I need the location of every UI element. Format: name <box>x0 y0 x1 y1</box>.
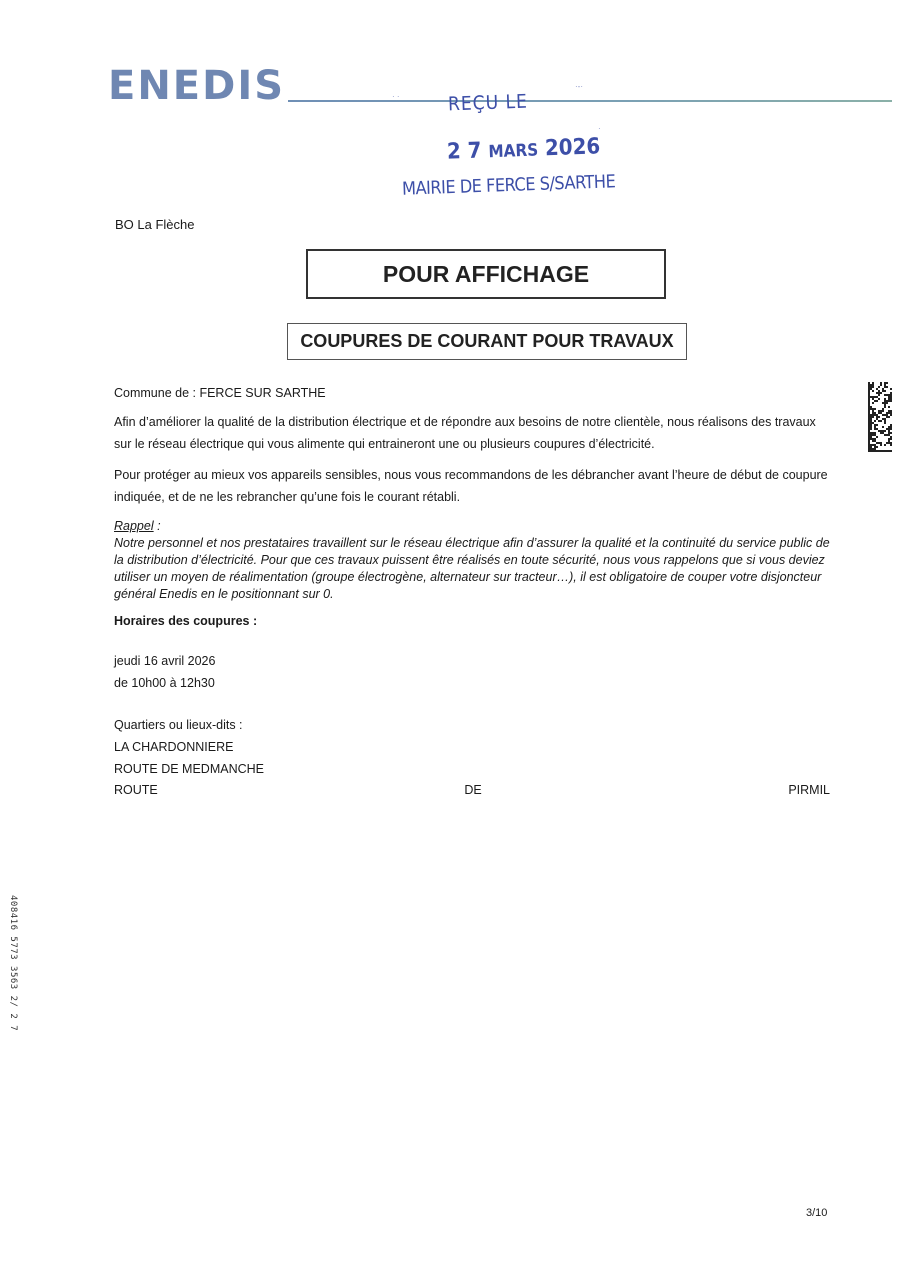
stamp-mairie: MAIRIE DE FERCE S/SARTHE <box>401 171 616 200</box>
stamp-date <box>447 134 601 164</box>
sender-office: BO La Flèche <box>115 217 195 232</box>
lieu-route-row <box>114 779 830 801</box>
enedis-logo: ENEDIS <box>108 63 286 109</box>
stamp-speck: · <box>598 124 601 133</box>
rappel-block <box>114 518 836 603</box>
page-number: 3/10 <box>806 1207 828 1219</box>
datamatrix-code <box>868 382 892 452</box>
route-word: ROUTE <box>114 783 158 797</box>
side-reference-number: 408416 5773 3563 2/ 2 7 <box>8 895 18 1032</box>
quartiers-title: Quartiers ou lieux-dits : <box>114 718 243 732</box>
title-pour-affichage <box>306 249 666 299</box>
route-de-word: DE <box>464 783 482 797</box>
horaires-title: Horaires des coupures : <box>114 614 258 628</box>
lieu-item: ROUTE DE MEDMANCHE <box>114 762 265 776</box>
rappel-label: Rappel <box>114 519 154 533</box>
stamp-speck: ·-· <box>575 82 583 91</box>
title-coupures-text: COUPURES DE COURANT POUR TRAVAUX <box>300 331 674 351</box>
rappel-colon: : <box>153 519 161 533</box>
intro-paragraph: Afin d’améliorer la qualité de la distribution électrique et de répondre aux besoins de notre clientèle, nous réalisons des travaux sur le réseau électrique qui vous alimente qui entraineront une ou plusieurs coupures d’électricité. <box>114 415 816 451</box>
title-pour-affichage-text: POUR AFFICHAGE <box>382 260 590 287</box>
stamp-received: REÇU LE <box>447 90 529 116</box>
commune-line: Commune de : FERCE SUR SARTHE <box>114 386 326 400</box>
outage-time: de 10h00 à 12h30 <box>114 676 215 690</box>
stamp-year: 2026 <box>544 134 601 162</box>
rappel-text: Notre personnel et nos prestataires travaillent sur le réseau électrique afin d’assurer la qualité et la continuité du service public de la distribution d’électricité. Pour que ces travaux puissent être réalisés en toute sécurité, nous vous rappelons que si vous deviez utiliser un moyen de réalimentation (groupe électrogène, alternateur sur tracteur…), il est obligatoire de couper votre disjoncteur général Enedis en le positionnant sur 0. <box>114 536 830 601</box>
lieu-item: LA CHARDONNIERE <box>114 740 234 754</box>
title-coupures <box>287 323 687 360</box>
outage-date: jeudi 16 avril 2026 <box>114 654 216 668</box>
route-pirmil-word: PIRMIL <box>788 783 830 797</box>
advice-paragraph: Pour protéger au mieux vos appareils sensibles, nous vous recommandons de les débrancher avant l’heure de début de coupure indiquée, et de ne les rebrancher qu’une fois le courant rétabli. <box>114 468 828 504</box>
stamp-month: MARS <box>488 140 539 163</box>
stamp-speck: · · <box>392 92 400 101</box>
stamp-day: 2 7 <box>446 138 482 165</box>
header-divider <box>288 100 892 102</box>
